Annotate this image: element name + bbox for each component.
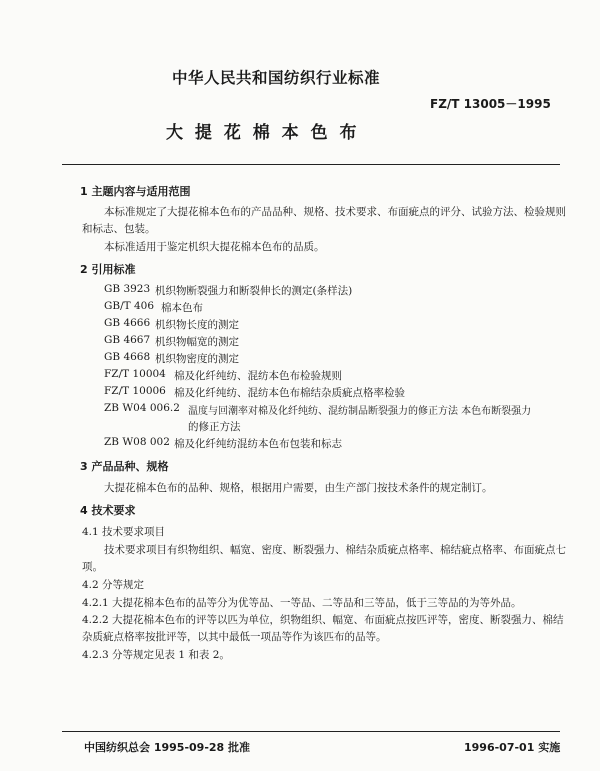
section-4-1-line-1: 技术要求项目有织物组织、幅宽、密度、断裂强力、棉结杂质疵点格率、棉结疵点格率、布面疵点七 [104, 544, 566, 556]
header-rule [62, 164, 560, 165]
reference-code: ZB W08 002 [104, 436, 170, 448]
reference-title: 机织物幅宽的测定 [155, 336, 239, 348]
reference-code: GB 4668 [104, 351, 151, 363]
reference-title: 机织物断裂强力和断裂伸长的测定(条样法) [155, 285, 353, 297]
reference-code: GB 4667 [104, 334, 151, 346]
section-1-heading: 1 主题内容与适用范围 [80, 185, 191, 198]
reference-title: 机织物密度的测定 [155, 353, 239, 365]
reference-code: GB 4666 [104, 317, 151, 329]
section-4-2-2-line-2: 杂质疵点格率按批评等，以其中最低一项品等作为该匹布的品等。 [82, 631, 387, 643]
standard-code: FZ/T 13005－1995 [430, 97, 551, 111]
reference-code: FZ/T 10006 [104, 385, 166, 397]
document-title: 大 提 花 棉 本 色 布 [166, 123, 360, 143]
footer-rule [62, 731, 560, 732]
section-4-1-line-2: 项。 [82, 561, 103, 573]
reference-title: 棉及化纤纯纺混纺本色布包装和标志 [174, 438, 342, 450]
section-2-heading: 2 引用标准 [80, 263, 136, 276]
section-3-heading: 3 产品品种、规格 [80, 460, 169, 473]
section-1-para-2: 本标准适用于鉴定机织大提花棉本色布的品质。 [104, 241, 325, 253]
reference-code: FZ/T 10004 [104, 368, 166, 380]
section-4-2-heading: 4.2 分等规定 [82, 579, 145, 591]
section-4-heading: 4 技术要求 [80, 504, 136, 517]
reference-title: 机织物长度的测定 [155, 319, 239, 331]
section-1-para-1-line-1: 本标准规定了大提花棉本色布的产品品种、规格、技术要求、布面疵点的评分、试验方法、检验规则 [104, 206, 566, 218]
section-1-para-1-line-2: 和标志、包装。 [82, 223, 156, 235]
issuing-organization: 中华人民共和国纺织行业标准 [172, 69, 381, 87]
section-4-1-heading: 4.1 技术要求项目 [82, 526, 166, 538]
reference-title: 棉及化纤纯纺、混纺本色布棉结杂质疵点格率检验 [174, 387, 405, 399]
reference-title: 棉及化纤纯纺、混纺本色布检验规则 [174, 370, 342, 382]
section-4-2-2-line-1: 4.2.2 大提花棉本色布的评等以匹为单位，织物组织、幅宽、布面疵点按匹评等，密度、断裂强力、棉结 [82, 614, 564, 626]
reference-code: ZB W04 006.2 [104, 402, 180, 414]
approval-date: 中国纺织总会 1995-09-28 批准 [84, 741, 251, 754]
section-4-2-3: 4.2.3 分等规定见表 1 和表 2。 [82, 649, 230, 661]
reference-title-continued: 的修正方法 [188, 421, 241, 433]
effective-date: 1996-07-01 实施 [464, 741, 561, 754]
reference-code: GB 3923 [104, 283, 151, 295]
section-4-2-1: 4.2.1 大提花棉本色布的品等分为优等品、一等品、二等品和三等品，低于三等品的为等外品。 [82, 597, 522, 609]
reference-title: 棉本色布 [161, 302, 203, 314]
reference-code: GB/T 406 [104, 300, 155, 312]
reference-title: 温度与回潮率对棉及化纤纯纺、混纺制品断裂强力的修正方法 本色布断裂强力 [188, 406, 532, 417]
section-3-para: 大提花棉本色布的品种、规格，根据用户需要，由生产部门按技术条件的规定制订。 [104, 482, 493, 494]
